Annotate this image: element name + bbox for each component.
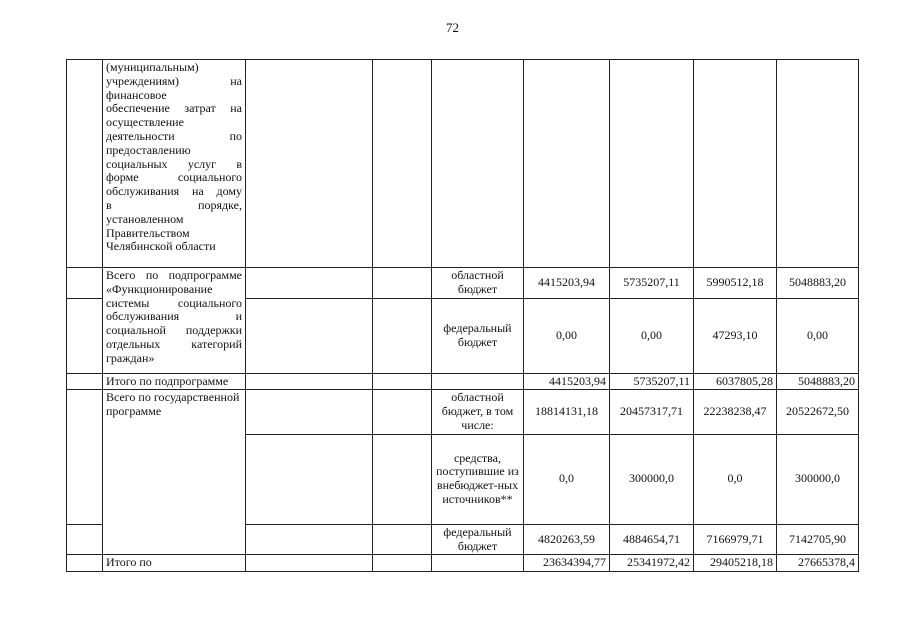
- value-cell: 23634394,77: [524, 555, 610, 572]
- value-cell: 22238238,47: [694, 390, 777, 434]
- value-cell: 5048883,20: [777, 373, 859, 390]
- table-row: [67, 60, 859, 268]
- value-cell: 0,0: [694, 434, 777, 524]
- budget-source: областной бюджет: [432, 268, 524, 299]
- table-row: [67, 373, 859, 390]
- value-cell: 29405218,18: [694, 555, 777, 572]
- budget-table: [66, 59, 859, 572]
- budget-source: средства, поступившие из внебюджет-ных источников**: [432, 434, 524, 524]
- measure-name-cell: (муниципальным) учреждениям) на финансовое обеспечение затрат на осуществление деятельности по предоставлению социальных услуг в форме социального обслуживания на дому в порядке, установленном Правительством Челябинской области: [103, 60, 246, 268]
- value-cell: 5735207,11: [610, 268, 694, 299]
- value-cell: 5048883,20: [777, 268, 859, 299]
- value-cell: 18814131,18: [524, 390, 610, 434]
- value-cell: 20457317,71: [610, 390, 694, 434]
- value-cell: 4415203,94: [524, 268, 610, 299]
- value-cell: 0,00: [777, 298, 859, 373]
- value-cell: 7166979,71: [694, 524, 777, 555]
- table-row: [67, 555, 859, 572]
- value-cell: 4820263,59: [524, 524, 610, 555]
- subprogram-itogo-name: Итого по подпрограмме: [103, 373, 246, 390]
- value-cell: 20522672,50: [777, 390, 859, 434]
- value-cell: 47293,10: [694, 298, 777, 373]
- value-cell: 4884654,71: [610, 524, 694, 555]
- value-cell: 5990512,18: [694, 268, 777, 299]
- value-cell: 0,00: [610, 298, 694, 373]
- value-cell: 4415203,94: [524, 373, 610, 390]
- value-cell: 300000,0: [777, 434, 859, 524]
- table-row: [67, 390, 859, 434]
- page-number: 72: [446, 20, 459, 35]
- value-cell: 25341972,42: [610, 555, 694, 572]
- subprogram-total-name: Всего по подпрограмме «Функционирование системы социального обслуживания и социальной поддержки отдельных категорий граждан»: [103, 268, 246, 374]
- budget-source: областной бюджет, в том числе:: [432, 390, 524, 434]
- value-cell: 5735207,11: [610, 373, 694, 390]
- value-cell: 300000,0: [610, 434, 694, 524]
- value-cell: 6037805,28: [694, 373, 777, 390]
- table-row: [67, 268, 859, 299]
- value-cell: 0,0: [524, 434, 610, 524]
- budget-source: федеральный бюджет: [432, 524, 524, 555]
- value-cell: 7142705,90: [777, 524, 859, 555]
- value-cell: 0,00: [524, 298, 610, 373]
- state-program-name: Всего по государственной программе: [103, 390, 246, 555]
- final-itogo-name: Итого по: [103, 555, 246, 572]
- budget-source: федеральный бюджет: [432, 298, 524, 373]
- value-cell: 27665378,4: [777, 555, 859, 572]
